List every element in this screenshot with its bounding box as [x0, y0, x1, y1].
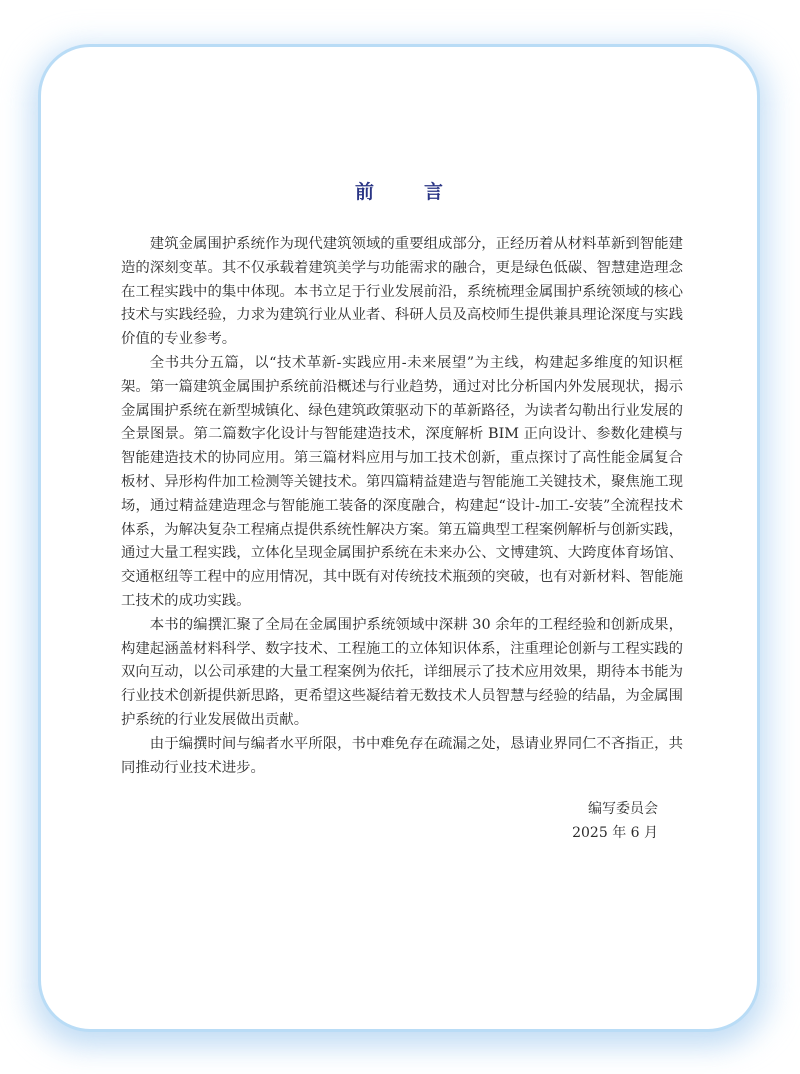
page-title: 前言: [354, 181, 493, 203]
paragraph-2: 全书共分五篇，以“技术革新-实践应用-未来展望”为主线，构建起多维度的知识框架。第一篇建筑金属围护系统前沿概述与行业趋势，通过对比分析国内外发展现状，揭示金属围护系统在新型城镇化、绿色建筑政策驱动下的革新路径，为读者勾勒出行业发展的全景图景。第二篇数字化设计与智能建造技术，深度解析 BIM 正向设计、参数化建模与智能建造技术的协同应用。第三篇材料应用与加工技术创新，重点探讨了高性能金属复合板材、异形构件加工检测等关键技术。第四篇精益建造与智能施工关键技术，聚焦施工现场，通过精益建造理念与智能施工装备的深度融合，构建起“设计-加工-安装”全流程技术体系，为解决复杂工程痛点提供系统性解决方案。第五篇典型工程案例解析与创新实践，通过大量工程实践，立体化呈现金属围护系统在未来办公、文博建筑、大跨度体育场馆、交通枢纽等工程中的应用情况，其中既有对传统技术瓶颈的突破，也有对新材料、智能施工技术的成功实践。: [121, 354, 683, 609]
paragraph-4: 由于编撰时间与编者水平所限，书中难免存在疏漏之处，恳请业界同仁不吝指正，共同推动行业技术进步。: [121, 735, 683, 776]
preface-body: [121, 233, 683, 780]
paragraph-1: 建筑金属围护系统作为现代建筑领域的重要组成部分，正经历着从材料革新到智能建造的深刻变革。其不仅承载着建筑美学与功能需求的融合，更是绿色低碳、智慧建造理念在工程实践中的集中体现。本书立足于行业发展前沿，系统梳理金属围护系统领域的核心技术与实践经验，力求为建筑行业从业者、科研人员及高校师生提供兼具理论深度与实践价值的专业参考。: [121, 236, 683, 348]
signature-date: 2025 年 6 月: [572, 825, 658, 841]
paragraph-3: 本书的编撰汇聚了全局在金属围护系统领域中深耕 30 余年的工程经验和创新成果，构建起涵盖材料科学、数字技术、工程施工的立体知识体系，注重理论创新与工程实践的双向互动，以公司承建的大量工程案例为依托，详细展示了技术应用效果，期待本书能为行业技术创新提供新思路，更希望这些凝结着无数技术人员智慧与经验的结晶，为金属围护系统的行业发展做出贡献。: [121, 616, 683, 728]
signature-author: 编写委员会: [588, 801, 658, 817]
signature-block: [480, 797, 658, 845]
